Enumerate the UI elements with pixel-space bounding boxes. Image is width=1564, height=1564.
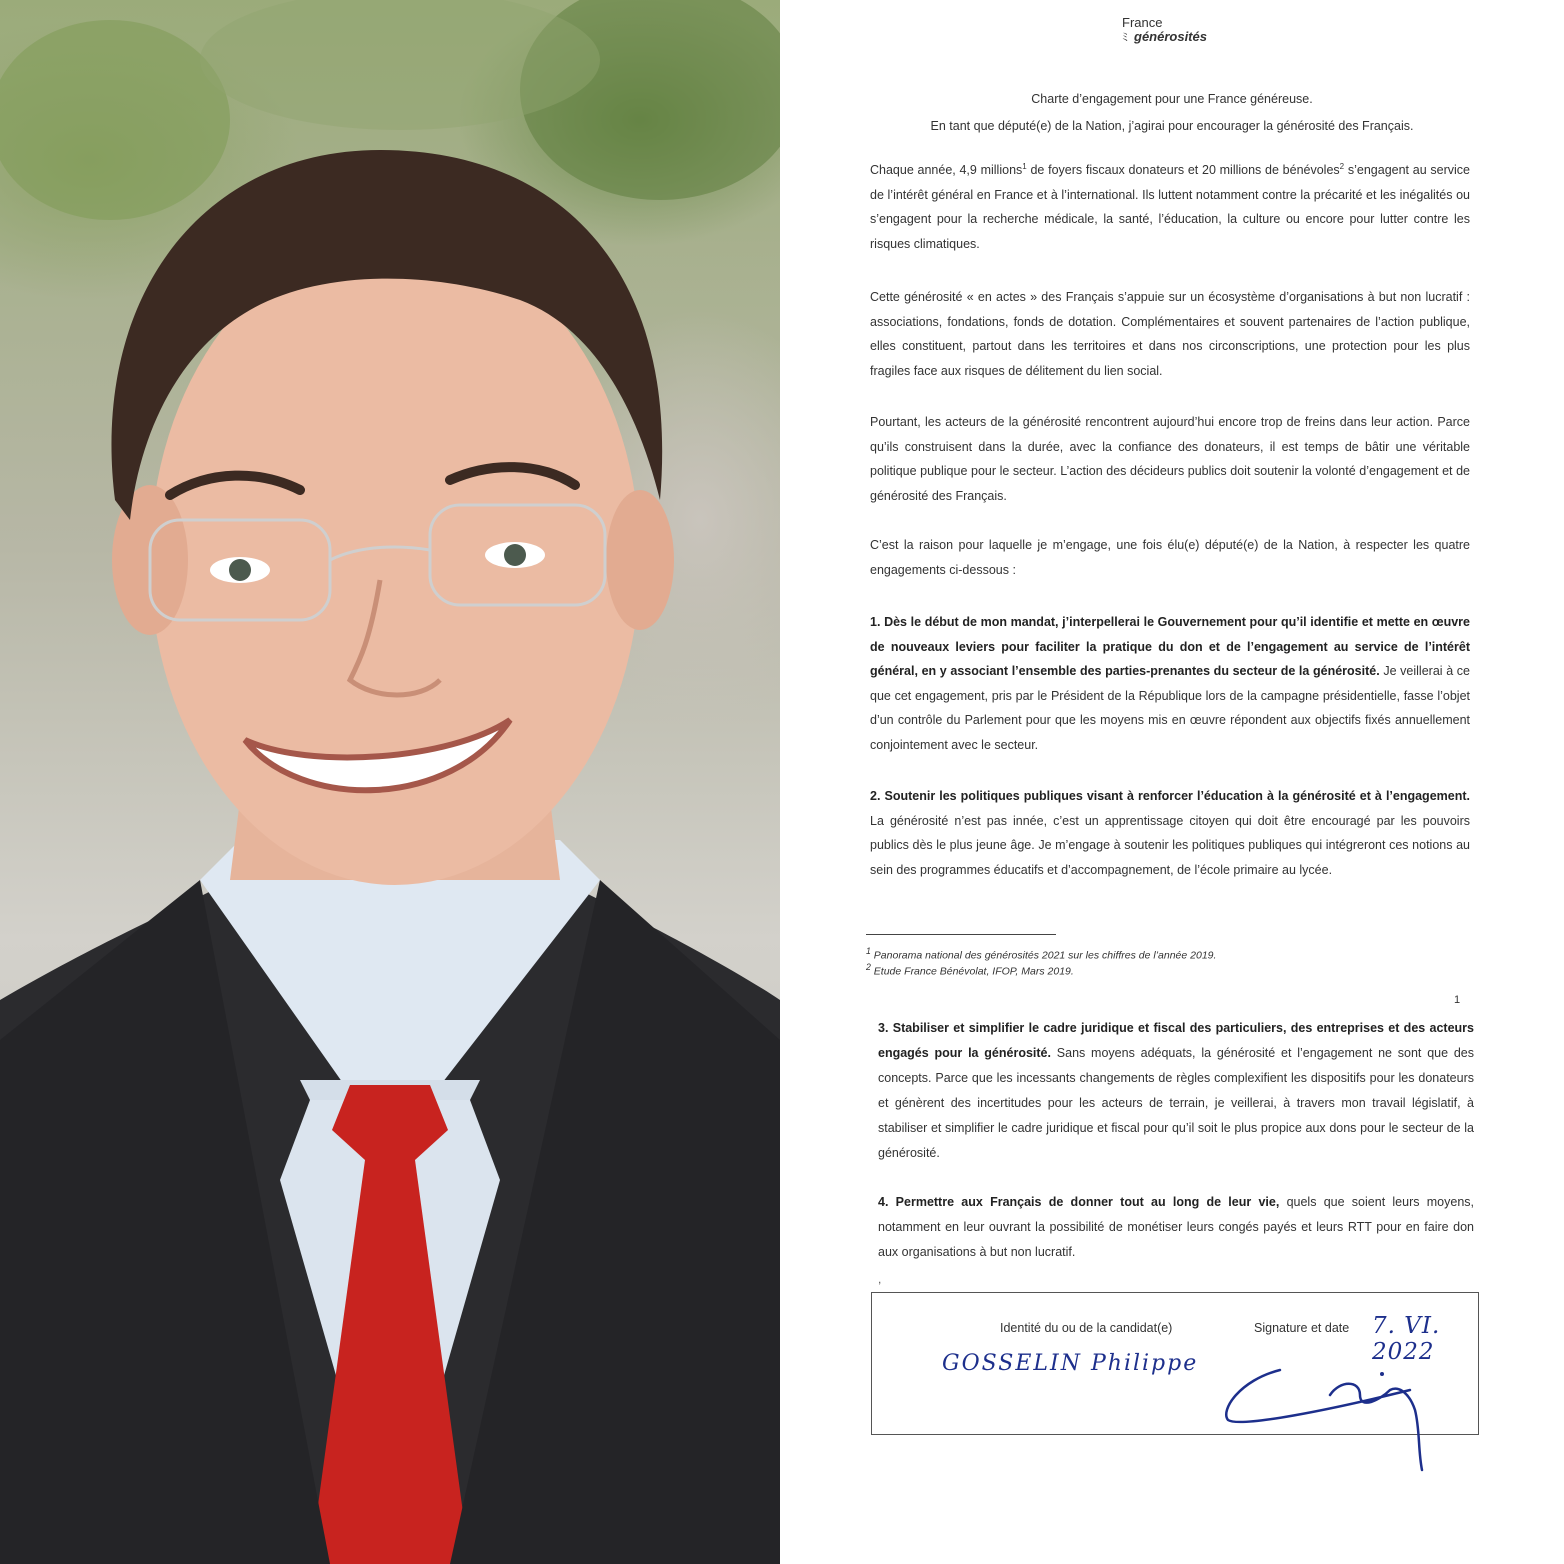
handwritten-signature-icon	[1210, 1350, 1440, 1480]
logo-line-2: générosités	[1134, 29, 1207, 44]
engagement-4: 4. Permettre aux Français de donner tout au long de leur vie, quels que soient leurs moyens, notamment en leur ouvrant la possibilité de monétiser leurs congés payés et leurs RTT pour en faire don aux organisations à but non lucratif.	[878, 1195, 1474, 1259]
footnote-1: $^1$ Panorama national des générosités 2021 sur les chiffres de l’année 2019.	[866, 946, 1217, 962]
paragraph-obstacles: Pourtant, les acteurs de la générosité rencontrent aujourd’hui encore trop de freins dans leur action. Parce qu’ils construisent dans la durée, avec la confiance des donateurs, il est temps de bâtir une véritable politique publique pour le secteur. L’action des décideurs publics doit soutenir la volonté d’engagement et de générosité des Français.	[870, 415, 1470, 503]
france-generosites-logo	[1122, 16, 1207, 44]
handwritten-date: 7. VI. 2022	[1372, 1313, 1441, 1365]
engagement-2: 2. Soutenir les politiques publiques visant à renforcer l’éducation à la générosité et à l’engagement. La générosité n’est pas innée, c’est un apprentissage citoyen qui doit être encouragé par les pouvoirs publics dès le plus jeune âge. Je m’engage à soutenir les politiques publiques qui intégreront ces notions au sein des programmes éducatifs et d’accompagnement, de l’école primaire au lycée.	[870, 789, 1470, 877]
logo-line-1: France	[1122, 15, 1163, 30]
charter-document	[780, 0, 1564, 1564]
portrait-illustration	[0, 0, 780, 1564]
engagement-1: 1. Dès le début de mon mandat, j’interpellerai le Gouvernement pour qu’il identifie et mette en œuvre de nouveaux leviers pour faciliter la pratique du don et de l’engagement au service de l’intérêt général, en y associant l’ensemble des parties-prenantes du secteur de la générosité. Je veillerai à ce que cet engagement, pris par le Président de la République lors de la campagne présidentielle, fasse l’objet d’un contrôle du Parlement pour que les moyens mis en œuvre répondent aux objectifs fixés annuellement conjointement avec le secteur.	[870, 615, 1470, 752]
ear	[606, 490, 674, 630]
eye-iris	[229, 559, 251, 581]
page-number: 1	[1454, 994, 1461, 1006]
charter-title: Charte d’engagement pour une France généreuse.	[1031, 92, 1313, 106]
logo-swirl-icon: ﾐ	[1122, 30, 1129, 44]
foliage-shape	[0, 20, 230, 220]
charter-subtitle: En tant que député(e) de la Nation, j’agirai pour encourager la générosité des Français.	[930, 119, 1414, 133]
paragraph-ecosystem: Cette générosité « en actes » des Français s’appuie sur un écosystème d’organisations à but non lucratif : associations, fondations, fonds de dotation. Complémentaires et souvent partenaires de l’action publique, elles constituent, partout dans les territoires et dans nos circonscriptions, une protection pour les plus fragiles face aux risques de délitement du lien social.	[870, 290, 1470, 378]
handwritten-name: GOSSELIN Philippe	[942, 1351, 1199, 1376]
footnote-separator	[866, 934, 1056, 935]
stray-comma: ,	[878, 1272, 882, 1286]
signature-label: Signature et date	[1254, 1321, 1350, 1335]
portrait-photo	[0, 0, 780, 1564]
identity-label: Identité du ou de la candidat(e)	[1000, 1321, 1173, 1335]
paragraph-commitment: C’est la raison pour laquelle je m’engage, une fois élu(e) député(e) de la Nation, à respecter les quatre engagements ci-dessous :	[870, 538, 1470, 577]
eye-iris	[504, 544, 526, 566]
footnote-2: $^2$ Etude France Bénévolat, IFOP, Mars 2019.	[866, 962, 1074, 978]
engagement-3: 3. Stabiliser et simplifier le cadre juridique et fiscal des particuliers, des entreprises et des acteurs engagés pour la générosité. Sans moyens adéquats, la générosité et l’engagement ne sont que des concepts. Parce que les incessants changements de règles complexifient les dispositifs pour les donateurs et génèrent des incertitudes pour les acteurs de terrain, je veillerai, à travers mon travail législatif, à stabiliser et simplifier le cadre juridique et fiscal pour qu’il soit le plus propice aux dons pour le secteur de la générosité.	[878, 1021, 1474, 1160]
paragraph-intro: Chaque année, 4,9 millions$^1$ de foyers fiscaux donateurs et 20 millions de bénévoles$^2$ s’engagent au service de l’intérêt général en France et à l’international. Ils luttent notamment contre la précarité et les inégalités ou s’engagent pour la recherche médicale, la santé, l’éducation, la culture ou encore pour lutter contre les risques climatiques.	[870, 161, 1470, 251]
